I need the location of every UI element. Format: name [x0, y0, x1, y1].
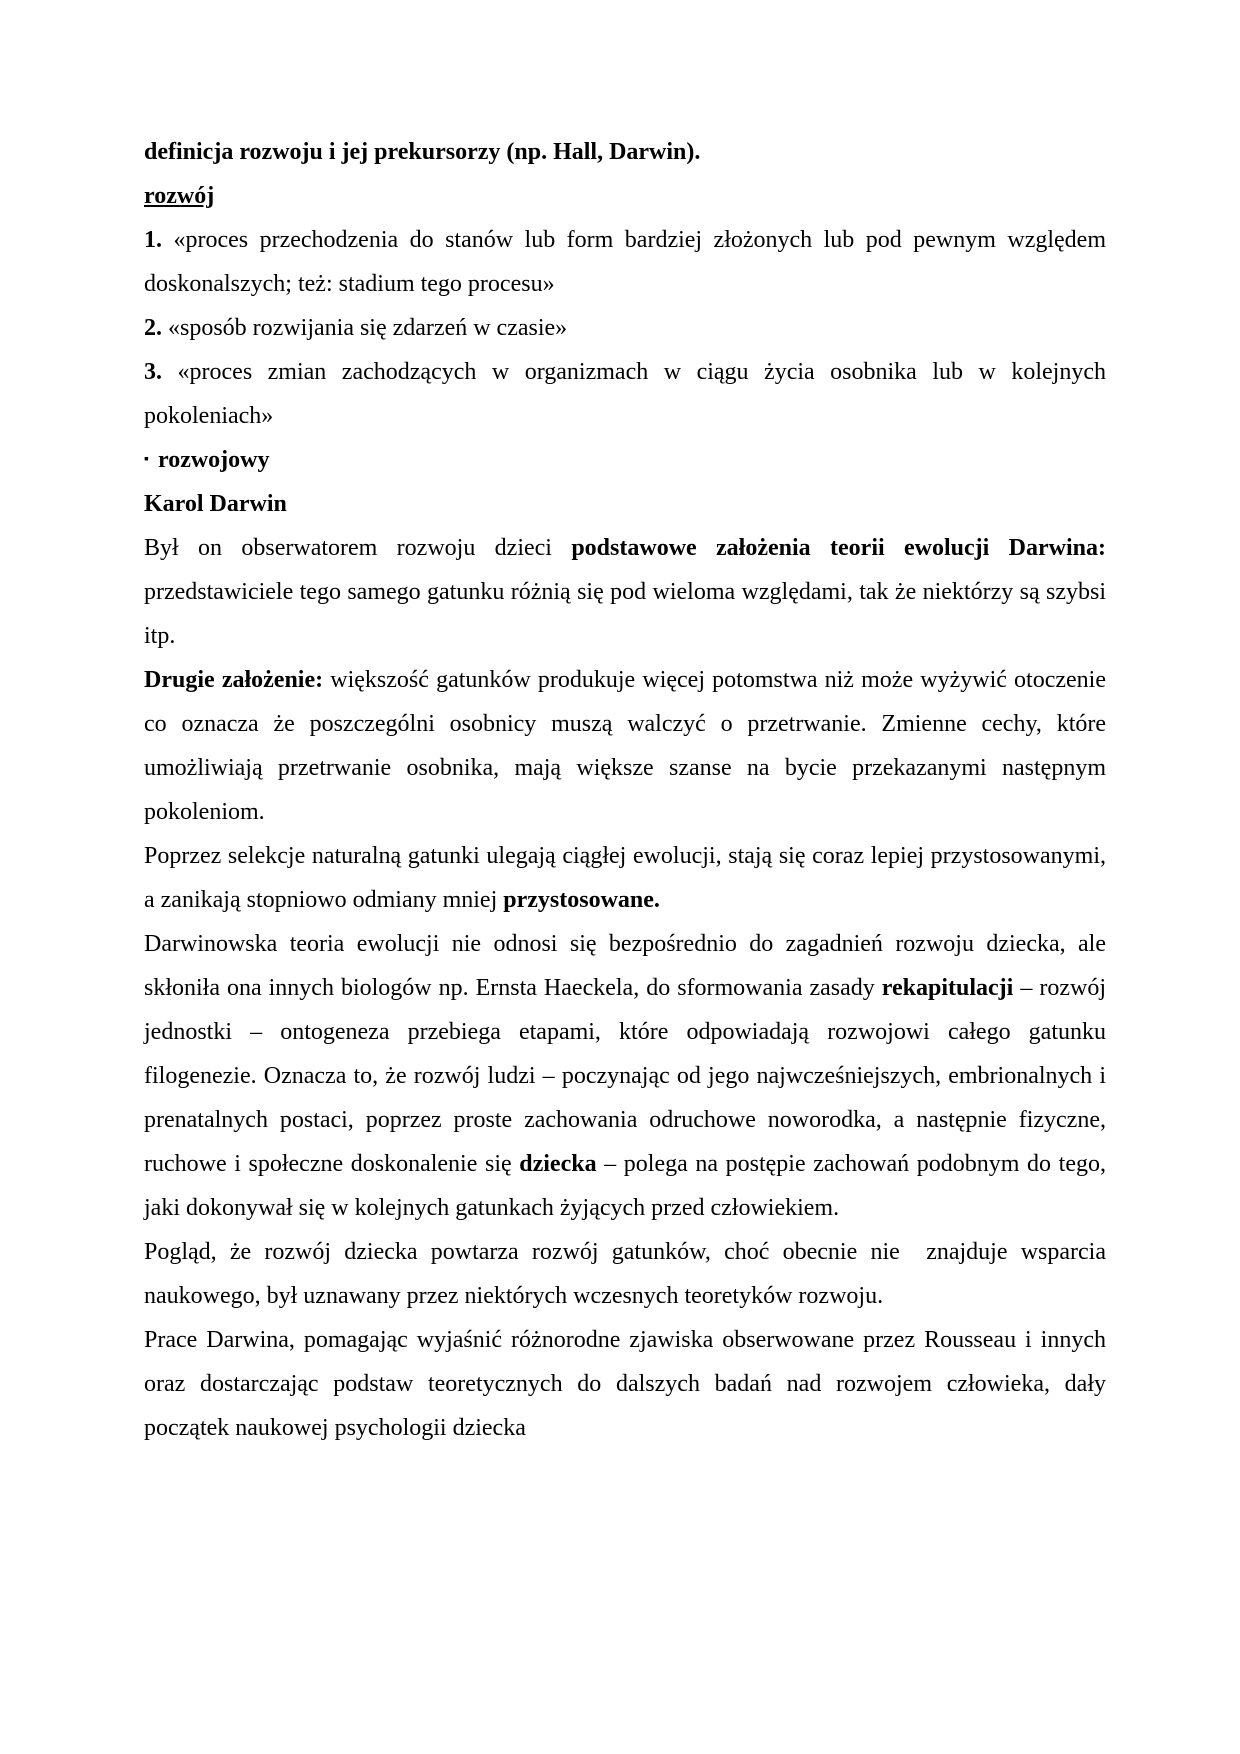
bullet-item-rozwojowy: [144, 438, 1106, 482]
paragraph-darwin-observer: Był on obserwatorem rozwoju dzieci podstawowe założenia teorii ewolucji Darwina: przedstawiciele tego samego gatunku różnią się pod wieloma względami, tak że niektórzy są szybsi itp.: [144, 535, 1106, 649]
heading-karol-darwin: Karol Darwin: [144, 491, 287, 517]
doc-title: definicja rozwoju i jej prekursorzy (np. Hall, Darwin).: [144, 139, 701, 165]
paragraph-natural-selection: Poprzez selekcje naturalną gatunki ulegają ciągłej ewolucji, stają się coraz lepiej przystosowanymi, a zanikają stopniowo odmiany mniej przystosowane.: [144, 843, 1106, 913]
square-bullet-icon: ▪: [144, 452, 149, 467]
definition-item-2: 2. «sposób rozwijania się zdarzeń w czasie»: [144, 315, 568, 341]
paragraph-second-assumption: Drugie założenie: większość gatunków produkuje więcej potomstwa niż może wyżywić otoczenie co oznacza że poszczególni osobnicy muszą walczyć o przetrwanie. Zmienne cechy, które umożliwiają przetrwanie osobnika, mają większe szanse na bycie przekazanymi następnym pokoleniom.: [144, 667, 1107, 825]
definition-item-3: 3. «proces zmian zachodzących w organizmach w ciągu życia osobnika lub w kolejnych pokoleniach»: [144, 359, 1106, 429]
paragraph-darwin-works: Prace Darwina, pomagając wyjaśnić różnorodne zjawiska obserwowane przez Rousseau i innych oraz dostarczając podstaw teoretycznych do dalszych badań nad rozwojem człowieka, dały początek naukowej psychologii dziecka: [144, 1327, 1106, 1441]
definition-item-1: 1. «proces przechodzenia do stanów lub form bardziej złożonych lub pod pewnym względem doskonalszych; też: stadium tego procesu»: [144, 227, 1106, 297]
heading-rozwoj: rozwój: [144, 183, 215, 209]
bullet-item-label: rozwojowy: [157, 447, 270, 473]
paragraph-recapitulation: Darwinowska teoria ewolucji nie odnosi się bezpośrednio do zagadnień rozwoju dziecka, ale skłoniła ona innych biologów np. Ernsta Haeckela, do sformowania zasady rekapitulacji – rozwój jednostki – ontogeneza przebiega etapami, które odpowiadają rozwojowi całego gatunku filogenezie. Oznacza to, że rozwój ludzi – poczynając od jego najwcześniejszych, embrionalnych i prenatalnych postaci, poprzez proste zachowania odruchowe noworodka, a następnie fizyczne, ruchowe i społeczne doskonalenie się dziecka – polega na postępie zachowań podobnym do tego, jaki dokonywał się w kolejnych gatunkach żyjących przed człowiekiem.: [144, 931, 1106, 1221]
paragraph-view-not-supported: Pogląd, że rozwój dziecka powtarza rozwój gatunków, choć obecnie nie znajduje wsparcia naukowego, był uznawany przez niektórych wczesnych teoretyków rozwoju.: [144, 1239, 1106, 1309]
